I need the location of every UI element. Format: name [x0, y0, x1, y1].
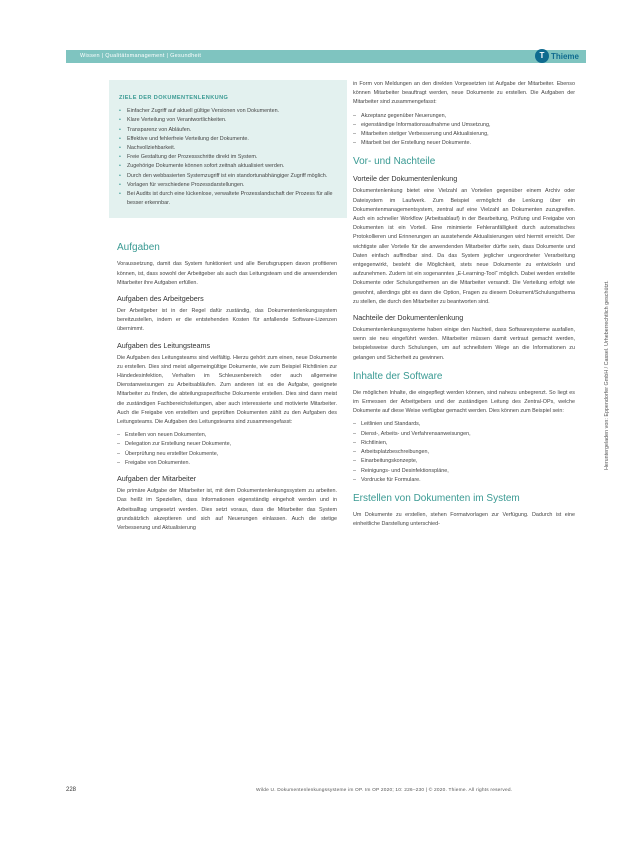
list-item: – Mitarbeiten stetiger Verbesserung und Aktualisierung,	[353, 130, 575, 139]
list-item: • Freie Gestaltung der Prozessschritte direkt im System.	[119, 153, 337, 162]
publisher-logo	[535, 47, 579, 65]
page-number: 228	[66, 787, 77, 793]
paragraph: Die primäre Aufgabe der Mitarbeiter ist, mit dem Dokumentenlenkungssystem zu arbeiten. Das heißt im Speziellen, dass Informationen eigenständig eingeholt werden und in Arbeitsalltag umgesetzt werden. Dies setzt voraus, dass die Mitarbeiter das System grundsätzlich akzeptieren und sich auf Neuerungen einlassen. Auch die stetige Verbesserung und Aktualisierung	[117, 488, 337, 531]
list-item: – Akzeptanz gegenüber Neuerungen,	[353, 112, 575, 121]
download-notice: Heruntergeladen von: Eppendorfer GmbH / Cassel. Urheberrechtlich geschützt.	[604, 280, 610, 470]
list-item: – Einarbeitungskonzepte,	[353, 457, 575, 466]
list-item: • Nachvollziehbarkeit.	[119, 144, 337, 153]
list-item: – Richtlinien,	[353, 439, 575, 448]
list-item: – Überprüfung neu erstellter Dokumente,	[117, 450, 337, 459]
list-item: • Zugehörige Dokumente können sofort zeitnah aktualisiert werden.	[119, 162, 337, 171]
task-list	[117, 431, 337, 468]
task-list	[353, 112, 575, 149]
list-item: • Einfacher Zugriff auf aktuell gültige Versionen von Dokumenten.	[119, 107, 337, 116]
section-heading: Erstellen von Dokumenten im System	[353, 492, 520, 504]
paragraph: Voraussetzung, damit das System funktioniert und alle Berufsgruppen davon profitieren können, ist, dass sowohl der Arbeitgeber als auch das Leitungsteam und die anwendenden Mitarbeiter ihre Aufgaben erfüllen.	[117, 261, 337, 286]
header-section: Wissen | Qualitätsmanagement | Gesundheit	[80, 53, 202, 59]
paragraph: in Form von Meldungen an den direkten Vorgesetzten ist Aufgabe der Mitarbeiter. Ebenso können Mitarbeiter beauftragt werden, neue Dokumente zu erstellen. Die Aufgaben der Mitarbeiter sind zusammengefasst:	[353, 81, 575, 106]
left-column	[117, 80, 337, 537]
list-item: – Mitarbeit bei der Erstellung neuer Dokumente.	[353, 139, 575, 148]
paragraph: Dokumentenlenkungssysteme haben einige den Nachteil, dass Softwaresysteme ausfallen, wenn sie neu eingeführt werden. Mitarbeiter müssen damit vertraut gemacht werden, beispielsweise durch Schulungen, um auf schnellstem Wege an die Informationen zu gelangen und Sicherheit zu gewinnen.	[353, 327, 575, 361]
subheading: Vorteile der Dokumentenlenkung	[353, 174, 458, 184]
section-heading: Inhalte der Software	[353, 370, 443, 382]
content-list	[353, 420, 575, 484]
list-item: – Reinigungs- und Desinfektionspläne,	[353, 467, 575, 476]
section-heading: Vor- und Nachteile	[353, 156, 436, 168]
list-item: – Dienst-, Arbeits- und Verfahrensanweisungen,	[353, 430, 575, 439]
list-item: • Transparenz von Abläufen.	[119, 126, 337, 135]
list-item: • Bei Audits ist durch eine lückenlose, verwaltete Prozesslandschaft der Prozess für alle besser erkennbar.	[119, 190, 337, 208]
logo-text: Thieme	[550, 51, 579, 61]
box-title: ZIELE DER DOKUMENTENLENKUNG	[119, 95, 229, 101]
list-item: – eigenständige Informationsaufnahme und Umsetzung,	[353, 121, 575, 130]
thieme-logo-icon: T	[535, 49, 549, 63]
paragraph: Die möglichen Inhalte, die eingepflegt werden können, sind nahezu unbegrenzt. So liegt es im Ermessen der Arbeitgebers und der zuständigen Leitung des Zentral-OPs, welche Dokumente auf diese Weise verfügbar gemacht werden. Dies können zum Beispiel sein:	[353, 389, 575, 415]
section-heading: Aufgaben	[117, 242, 160, 254]
list-item: – Erstellen von neuen Dokumenten,	[117, 431, 337, 440]
list-item: – Vordrucke für Formulare.	[353, 476, 575, 485]
paragraph: Um Dokumente zu erstellen, stehen Formatvorlagen zur Verfügung. Dadurch ist eine einheitliche Darstellung unterschied-	[353, 511, 575, 528]
list-item: – Delegation zur Erstellung neuer Dokumente,	[117, 440, 337, 449]
footer-citation: Wilde U. Dokumentenlenkungssysteme im OP. Im OP 2020; 10: 226–230 | © 2020. Thieme. All rights reserved.	[256, 788, 513, 793]
list-item: • Vorlagen für verschiedene Prozessdarstellungen.	[119, 181, 337, 190]
goals-box	[109, 80, 347, 218]
subheading: Aufgaben des Arbeitgebers	[117, 294, 204, 304]
goals-list	[119, 107, 337, 208]
subheading: Nachteile der Dokumentenlenkung	[353, 313, 464, 323]
right-column	[353, 80, 575, 533]
subheading: Aufgaben der Mitarbeiter	[117, 474, 197, 484]
list-item: – Leitlinien und Standards,	[353, 420, 575, 429]
list-item: • Klare Verteilung von Verantwortlichkeiten.	[119, 116, 337, 125]
list-item: – Freigabe von Dokumenten.	[117, 459, 337, 468]
list-item: • Effektive und fehlerfreie Verteilung der Dokumente.	[119, 135, 337, 144]
subheading: Aufgaben des Leitungsteams	[117, 340, 211, 350]
paragraph: Dokumentenlenkung bietet eine Vielzahl an Vorteilen gegenüber einem Archiv oder Dateisystem im Laufwerk. Zum Beispiel ermöglicht die Lenkung über ein Dokumentenmanagementsystem, zentral auf eine Vielzahl an Dokumenten zuzugreifen. Auch ein schneller Workflow (Arbeitsablauf) in der Bearbeitung, Prüfung und Freigabe von Dokumenten ist ein Vorteil. Eine minimierte Fehleranfälligkeit durch automatisches Protokollieren und Erinnerungen an ausstehende Aktualisierungen wird hiermit erreicht. Der wichtigste aller Vorteile für die anwendenden Mitarbeiter dürfte sein, dass Dokumente und Daten einfach auffindbar sind. Da das System jeglicher ungeordneter Verarbeitung entgegenwirkt, besteht die Möglichkeit, stets neue Dokumente zu entwickeln und aufzunehmen. Zudem ist ein sogenanntes „E-Learning-Tool“ möglich. Dabei werden erstellte Dokumente oder Schulungsthemen an die Mitarbeiter versandt. Die Verteilung erfolgt wie gewohnt, allerdings gibt es dann die Option, Fragen zu diesem Dokument/Schulungsthema zu stellen, die durch den Mitarbeiter zu beantworten sind.	[353, 188, 575, 305]
list-item: – Arbeitsplatzbeschreibungen,	[353, 448, 575, 457]
list-item: • Durch den webbasierten Systemzugriff ist ein standortunabhängiger Zugriff möglich.	[119, 172, 337, 181]
paragraph: Der Arbeitgeber ist in der Regel dafür zuständig, das Dokumentenlenkungssystem bereitzustellen, indem er die entstehenden Kosten für anfallende Software-Lizenzen übernimmt.	[117, 308, 337, 333]
paragraph: Die Aufgaben des Leitungsteams sind vielfältig. Hierzu gehört zum einen, neue Dokumente zu erstellen. Dies sind meist allgemeingültige Dokumente, wie zum Beispiel Richtlinien zur Händedesinfektion, Verhalten im Schleusenbereich oder auch allgemeine Dienstanweisungen zu Arbeitsabläufen. Zum anderen ist es die Aufgabe, geeignete Mitarbeiter zu finden, die abteilungsspezifische Dokumente erstellen. Dies sind dann meist die zuständigen Fachbereichsleitungen, aber auch interessierte und motivierte Mitarbeiter. Auch die Freigabe von erstellten und geprüften Dokumenten zählt zu den Aufgaben des Leitungsteams. Die Aufgaben des Leitungsteams sind zusammengefasst:	[117, 354, 337, 426]
